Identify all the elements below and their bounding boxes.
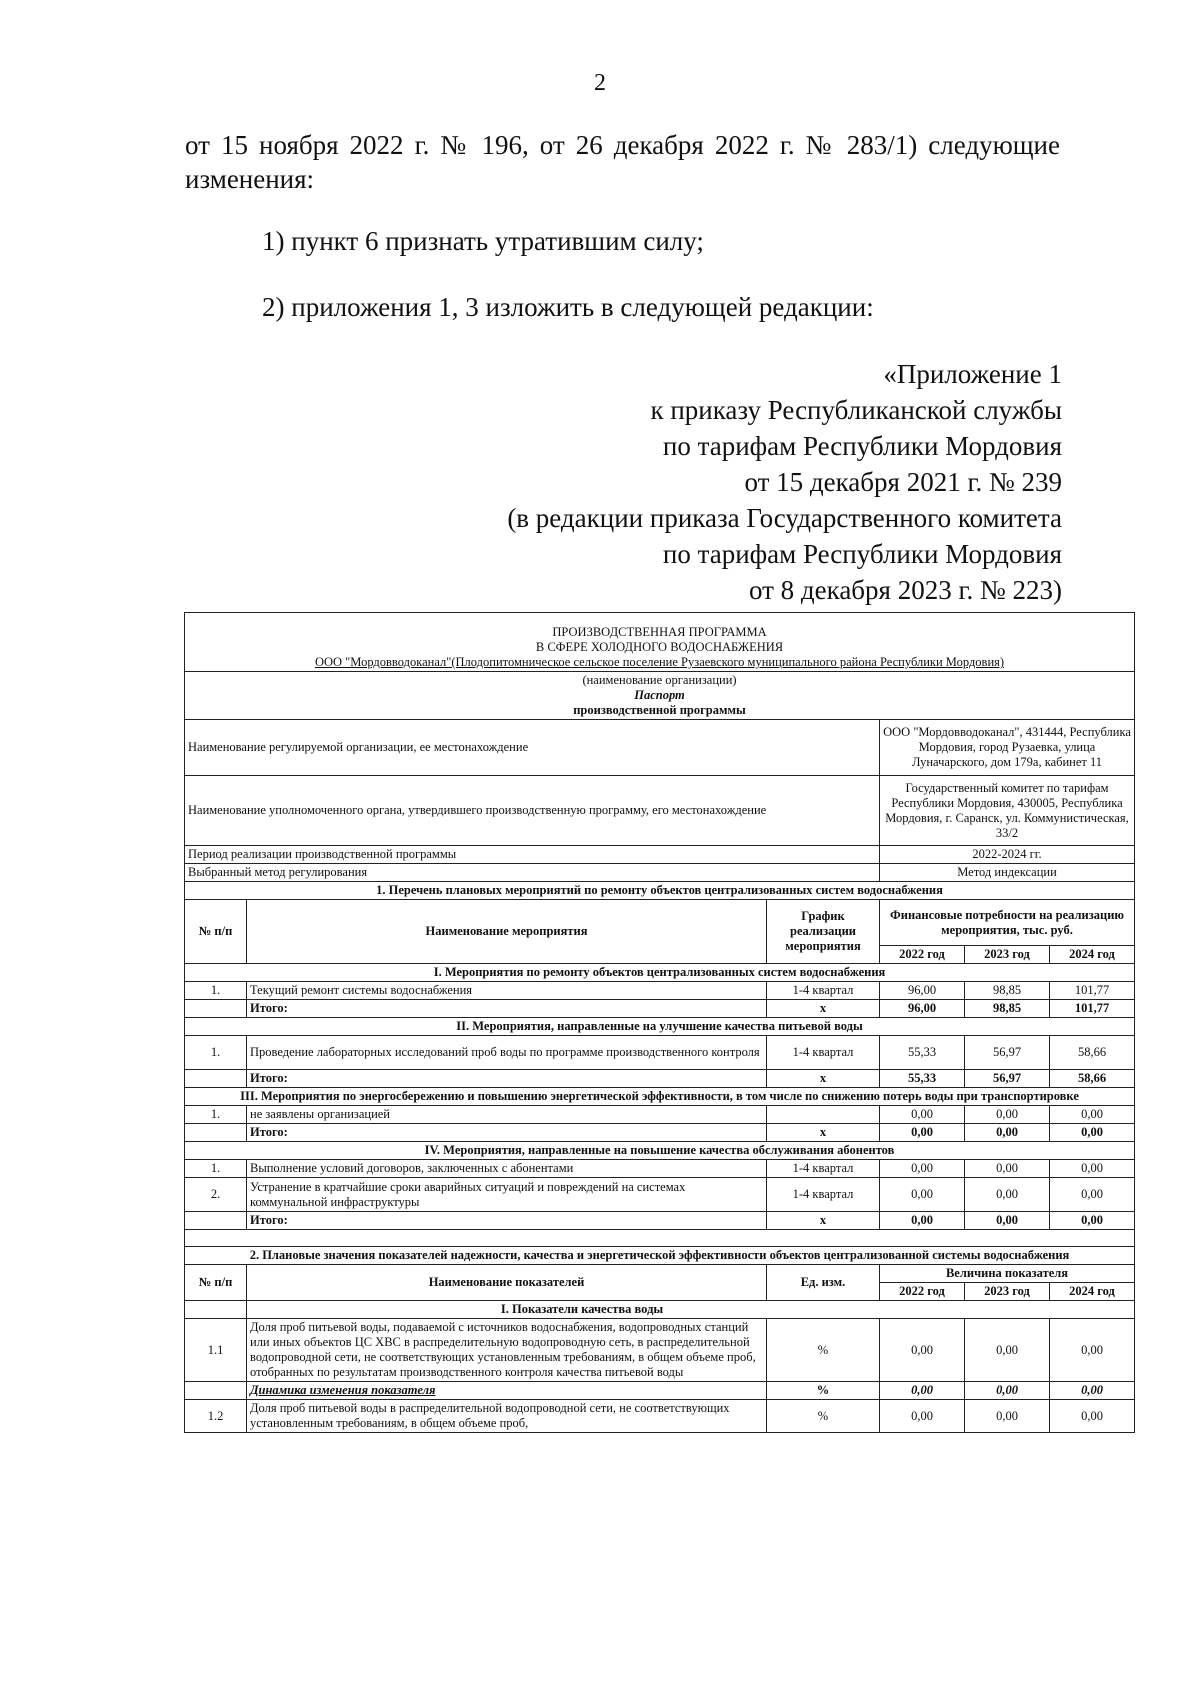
appendix-line: «Приложение 1 bbox=[883, 359, 1062, 389]
col-header-number: № п/п bbox=[185, 1265, 247, 1301]
passport-value: ООО "Мордовводоканал", 431444, Республика Мордовия, город Рузаевка, улица Луначарского, дом 179а, кабинет 11 bbox=[880, 720, 1135, 776]
col-header-value: Величина показателя bbox=[880, 1265, 1135, 1283]
org-caption: (наименование организации) bbox=[582, 673, 737, 687]
group-title: I. Показатели качества воды bbox=[247, 1301, 1135, 1319]
total-x: х bbox=[767, 1124, 880, 1142]
row-schedule: 1-4 квартал bbox=[767, 1178, 880, 1212]
group-title: IV. Мероприятия, направленные на повышение качества обслуживания абонентов bbox=[185, 1142, 1135, 1160]
row-value: 0,00 bbox=[965, 1400, 1050, 1433]
section-1-title: 1. Перечень плановых мероприятий по ремонту объектов централизованных систем водоснабжения bbox=[185, 882, 1135, 900]
row-value: 56,97 bbox=[965, 1036, 1050, 1070]
col-header-year: 2023 год bbox=[965, 1283, 1050, 1301]
passport-title: Паспорт bbox=[634, 688, 685, 702]
col-header-unit: Ед. изм. bbox=[767, 1265, 880, 1301]
total-value: 0,00 bbox=[965, 1212, 1050, 1230]
table-row bbox=[185, 1106, 1135, 1124]
passport-label: Выбранный метод регулирования bbox=[185, 864, 880, 882]
row-number: 1. bbox=[185, 982, 247, 1000]
title-line: В СФЕРЕ ХОЛОДНОГО ВОДОСНАБЖЕНИЯ bbox=[535, 640, 784, 654]
group-title: III. Мероприятия по энергосбережению и повышению энергетической эффективности, в том числе по снижению потерь воды при транспортировке bbox=[185, 1088, 1135, 1106]
total-label: Итого: bbox=[247, 1124, 767, 1142]
row-name: Выполнение условий договоров, заключенных с абонентами bbox=[247, 1160, 767, 1178]
page-number: 2 bbox=[594, 70, 606, 96]
row-schedule: 1-4 квартал bbox=[767, 1036, 880, 1070]
amendment-item-2: 2) приложения 1, 3 изложить в следующей редакции: bbox=[262, 292, 874, 322]
total-row bbox=[185, 1124, 1135, 1142]
total-label: Итого: bbox=[247, 1000, 767, 1018]
row-value: 0,00 bbox=[880, 1319, 965, 1382]
row-name: Доля проб питьевой воды в распределительной водопроводной сети, не соответствующих установленным требованиям, в общем объеме проб, bbox=[247, 1400, 767, 1433]
row-unit: % bbox=[767, 1400, 880, 1433]
row-value: 0,00 bbox=[1050, 1382, 1135, 1400]
row-value: 0,00 bbox=[1050, 1106, 1135, 1124]
row-value: 0,00 bbox=[880, 1178, 965, 1212]
row-schedule: 1-4 квартал bbox=[767, 982, 880, 1000]
row-value: 0,00 bbox=[880, 1400, 965, 1433]
row-name: не заявлены организацией bbox=[247, 1106, 767, 1124]
total-value: 0,00 bbox=[1050, 1212, 1135, 1230]
section-2-title: 2. Плановые значения показателей надежности, качества и энергетической эффективности объектов централизованной системы водоснабжения bbox=[185, 1247, 1135, 1265]
passport-label: Период реализации производственной программы bbox=[185, 846, 880, 864]
row-value: 0,00 bbox=[965, 1106, 1050, 1124]
total-x: х bbox=[767, 1000, 880, 1018]
col-header-year: 2023 год bbox=[965, 946, 1050, 964]
intro-paragraph: от 15 ноября 2022 г. № 196, от 26 декабря 2022 г. № 283/1) следующие изменения: bbox=[185, 130, 1060, 194]
total-row bbox=[185, 1000, 1135, 1018]
row-name: Текущий ремонт системы водоснабжения bbox=[247, 982, 767, 1000]
dynamics-label: Динамика изменения показателя bbox=[247, 1382, 767, 1400]
col-header-number: № п/п bbox=[185, 900, 247, 964]
row-value: 0,00 bbox=[880, 1160, 965, 1178]
appendix-line: по тарифам Республики Мордовия bbox=[662, 431, 1062, 461]
col-header-year: 2022 год bbox=[880, 1283, 965, 1301]
spacer-row bbox=[185, 1230, 1135, 1247]
col-header-financing: Финансовые потребности на реализацию мероприятия, тыс. руб. bbox=[880, 900, 1135, 946]
row-value: 0,00 bbox=[965, 1382, 1050, 1400]
row-name: Проведение лабораторных исследований проб воды по программе производственного контроля bbox=[247, 1036, 767, 1070]
passport-value: Государственный комитет по тарифам Республики Мордовия, 430005, Республика Мордовия, г. Саранск, ул. Коммунистическая, 33/2 bbox=[880, 776, 1135, 846]
row-value: 0,00 bbox=[1050, 1160, 1135, 1178]
total-label: Итого: bbox=[247, 1070, 767, 1088]
total-value: 101,77 bbox=[1050, 1000, 1135, 1018]
table-row bbox=[185, 1319, 1135, 1382]
appendix-line: от 8 декабря 2023 г. № 223) bbox=[748, 575, 1062, 605]
row-number: 1.1 bbox=[185, 1319, 247, 1382]
col-header-schedule: График реализации мероприятия bbox=[767, 900, 880, 964]
total-value: 56,97 bbox=[965, 1070, 1050, 1088]
appendix-line: к приказу Республиканской службы bbox=[650, 395, 1062, 425]
total-value: 98,85 bbox=[965, 1000, 1050, 1018]
total-value: 0,00 bbox=[1050, 1124, 1135, 1142]
row-value: 55,33 bbox=[880, 1036, 965, 1070]
total-value: 58,66 bbox=[1050, 1070, 1135, 1088]
col-header-year: 2024 год bbox=[1050, 946, 1135, 964]
row-value: 0,00 bbox=[965, 1160, 1050, 1178]
table-row bbox=[185, 1400, 1135, 1433]
row-number: 1. bbox=[185, 1106, 247, 1124]
col-header-indicator: Наименование показателей bbox=[247, 1265, 767, 1301]
col-header-year: 2022 год bbox=[880, 946, 965, 964]
total-x: х bbox=[767, 1070, 880, 1088]
row-value: 0,00 bbox=[965, 1319, 1050, 1382]
col-header-year: 2024 год bbox=[1050, 1283, 1135, 1301]
total-value: 0,00 bbox=[880, 1212, 965, 1230]
dynamics-row bbox=[185, 1382, 1135, 1400]
row-number: 1. bbox=[185, 1036, 247, 1070]
table-row bbox=[185, 1178, 1135, 1212]
col-header-name: Наименование мероприятия bbox=[247, 900, 767, 964]
row-value: 98,85 bbox=[965, 982, 1050, 1000]
row-value: 101,77 bbox=[1050, 982, 1135, 1000]
table-row bbox=[185, 1160, 1135, 1178]
group-title: II. Мероприятия, направленные на улучшение качества питьевой воды bbox=[185, 1018, 1135, 1036]
row-number: 1. bbox=[185, 1160, 247, 1178]
organization-name: ООО "Мордовводоканал"(Плодопитомническое сельское поселение Рузаевского муниципального района Республики Мордовия) bbox=[314, 655, 1005, 669]
row-schedule: 1-4 квартал bbox=[767, 1160, 880, 1178]
total-value: 96,00 bbox=[880, 1000, 965, 1018]
row-unit: % bbox=[767, 1319, 880, 1382]
table-row bbox=[185, 982, 1135, 1000]
passport-label: Наименование регулируемой организации, ее местонахождение bbox=[185, 720, 880, 776]
row-name: Доля проб питьевой воды, подаваемой с источников водоснабжения, водопроводных станций или иных объектов ЦС ХВС в распределительную водопроводную сеть, в распределительной водопроводной сети, не соответствующих установленным требованиям, в общем объеме проб, отобранных по результатам производственного контроля качества питьевой воды bbox=[247, 1319, 767, 1382]
row-value: 58,66 bbox=[1050, 1036, 1135, 1070]
passport-value: Метод индексации bbox=[880, 864, 1135, 882]
row-value: 0,00 bbox=[880, 1106, 965, 1124]
total-row bbox=[185, 1070, 1135, 1088]
production-program-table bbox=[184, 612, 1135, 1433]
total-value: 0,00 bbox=[880, 1124, 965, 1142]
row-value: 0,00 bbox=[1050, 1319, 1135, 1382]
row-schedule bbox=[767, 1106, 880, 1124]
passport-label: Наименование уполномоченного органа, утвердившего производственную программу, его местонахождение bbox=[185, 776, 880, 846]
appendix-header bbox=[507, 356, 1062, 608]
total-value: 55,33 bbox=[880, 1070, 965, 1088]
row-name: Устранение в кратчайшие сроки аварийных ситуаций и повреждений на системах коммунальной инфраструктуры bbox=[247, 1178, 767, 1212]
appendix-line: (в редакции приказа Государственного комитета bbox=[507, 503, 1062, 533]
row-value: 0,00 bbox=[880, 1382, 965, 1400]
row-value: 0,00 bbox=[965, 1178, 1050, 1212]
total-x: х bbox=[767, 1212, 880, 1230]
row-number: 2. bbox=[185, 1178, 247, 1212]
table-row bbox=[185, 1036, 1135, 1070]
amendment-item-1: 1) пункт 6 признать утратившим силу; bbox=[262, 226, 704, 256]
total-label: Итого: bbox=[247, 1212, 767, 1230]
title-line: ПРОИЗВОДСТВЕННАЯ ПРОГРАММА bbox=[552, 625, 767, 639]
appendix-line: по тарифам Республики Мордовия bbox=[662, 539, 1062, 569]
passport-value: 2022-2024 гг. bbox=[880, 846, 1135, 864]
row-unit: % bbox=[767, 1382, 880, 1400]
total-value: 0,00 bbox=[965, 1124, 1050, 1142]
appendix-line: от 15 декабря 2021 г. № 239 bbox=[744, 467, 1062, 497]
row-value: 96,00 bbox=[880, 982, 965, 1000]
row-value: 0,00 bbox=[1050, 1400, 1135, 1433]
total-row bbox=[185, 1212, 1135, 1230]
row-number: 1.2 bbox=[185, 1400, 247, 1433]
passport-heading bbox=[185, 672, 1135, 720]
group-title: I. Мероприятия по ремонту объектов централизованных систем водоснабжения bbox=[185, 964, 1135, 982]
table-title bbox=[185, 613, 1135, 672]
row-value: 0,00 bbox=[1050, 1178, 1135, 1212]
passport-subtitle: производственной программы bbox=[573, 703, 746, 717]
